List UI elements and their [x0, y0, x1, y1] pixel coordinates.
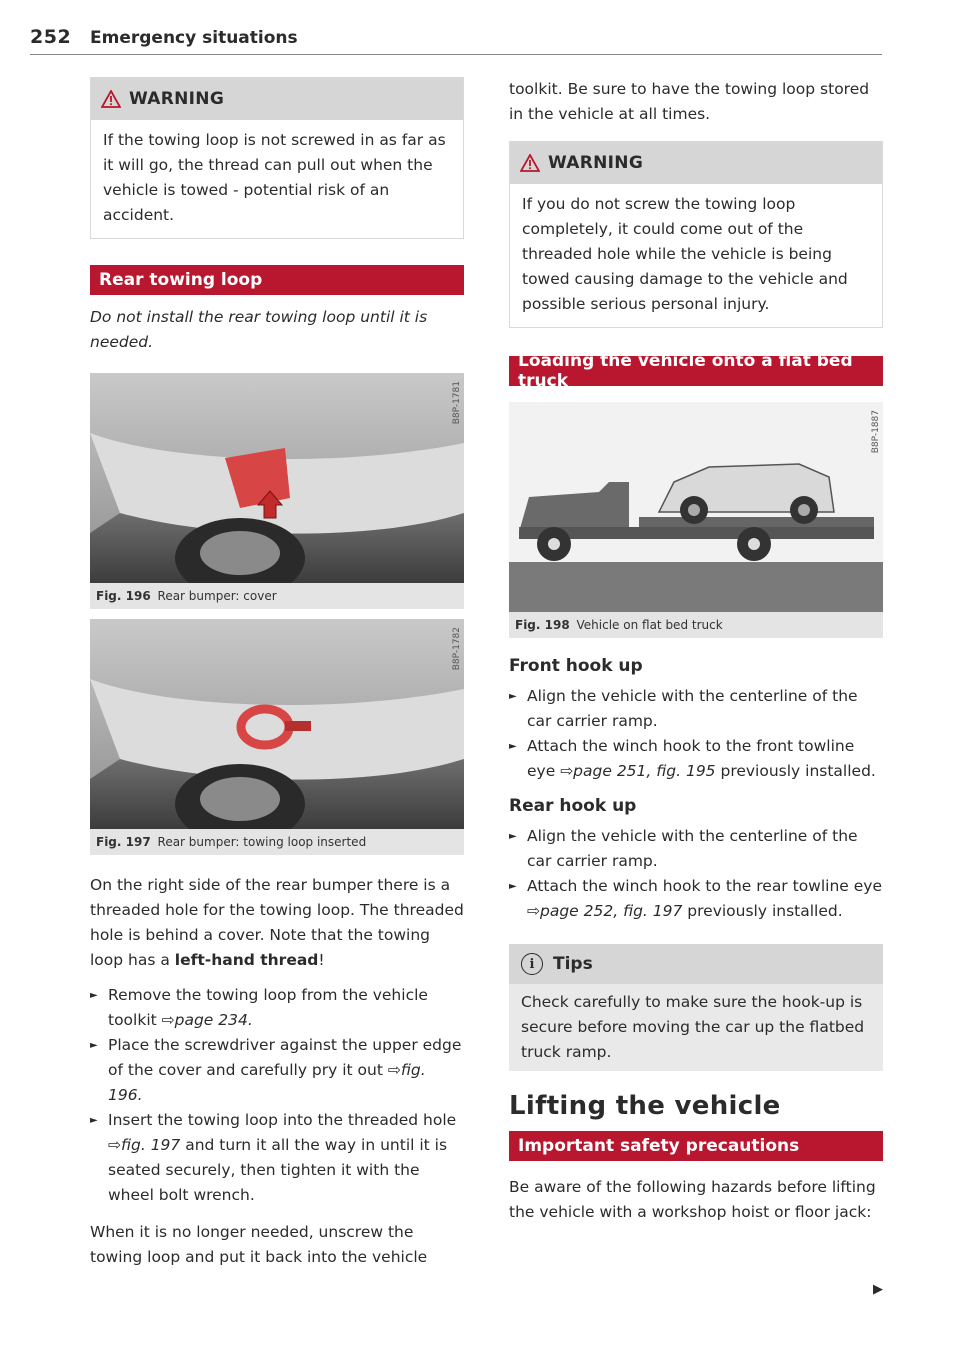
warning-text: If the towing loop is not screwed in as far as it will go, the thread can pull out when the vehicle is towed - potential risk of an accident. — [103, 131, 446, 224]
figure-number: Fig. 197 — [96, 835, 151, 849]
figure-number: Fig. 196 — [96, 589, 151, 603]
list-item: ► Align the vehicle with the centerline of the car carrier ramp. — [509, 684, 883, 734]
lifting-heading: Lifting the vehicle — [509, 1091, 781, 1121]
figure-caption-text: Rear bumper: cover — [157, 589, 277, 603]
front-hook-up-steps — [509, 684, 883, 784]
continued-paragraph: toolkit. Be sure to have the towing loop stored in the vehicle at all times. — [509, 80, 870, 123]
bumper-cover-illustration — [90, 373, 464, 583]
safety-precautions-heading: Important safety precautions — [509, 1131, 883, 1161]
warning-triangle-icon — [101, 90, 121, 108]
page-header — [30, 24, 882, 55]
figure-code: B8P-1887 — [871, 410, 881, 454]
list-item — [509, 874, 883, 924]
list-item — [90, 1108, 464, 1208]
warning-triangle-icon — [520, 154, 540, 172]
paragraph-text: On the right side of the rear bumper there is a threaded hole for the towing loop. The threaded hole is behind a cover. Note that the towing loop has a — [90, 876, 464, 969]
warning-label: WARNING — [548, 153, 644, 173]
left-column — [90, 77, 464, 1280]
figure-196 — [90, 373, 464, 609]
page-reference-link[interactable]: ⇨page 252, fig. 197 — [527, 902, 683, 920]
rear-towing-heading: Rear towing loop — [90, 265, 464, 295]
flatbed-truck-image — [509, 402, 883, 612]
page-reference-link[interactable]: ⇨page 251, fig. 195 — [560, 762, 716, 780]
page-number: 252 — [30, 26, 72, 48]
warning-box — [90, 77, 464, 239]
warning-header — [510, 142, 882, 184]
step-text: Insert the towing loop into the threaded hole — [108, 1111, 457, 1129]
info-icon: i — [521, 953, 543, 975]
step-text: Place the screwdriver against the upper edge of the cover and carefully pry it out — [108, 1036, 462, 1079]
list-item — [509, 734, 883, 784]
step-text: previously installed. — [682, 902, 843, 920]
list-item — [90, 1033, 464, 1108]
warning-label: WARNING — [129, 89, 225, 109]
left-hand-thread-emphasis: left-hand thread — [174, 951, 319, 969]
towing-loop-image — [90, 619, 464, 829]
figure-reference-link[interactable]: ⇨fig. 197 — [108, 1136, 181, 1154]
figure-197 — [90, 619, 464, 855]
step-text: and turn it all the way in until it is seated securely, then tighten it with the wheel bolt wrench. — [108, 1136, 448, 1204]
figure-code: B8P-1781 — [452, 381, 462, 425]
step-text: Attach the winch hook to the rear towline eye — [527, 877, 882, 895]
figure-number: Fig. 198 — [515, 618, 570, 632]
figure-caption — [509, 612, 883, 638]
step-text: previously installed. — [715, 762, 876, 780]
step-text: Attach the winch hook to the front towline eye — [527, 737, 855, 780]
warning-text: If you do not screw the towing loop completely, it could come out of the threaded hole while the vehicle is being towed causing damage to the vehicle and possible serious personal injury. — [522, 195, 848, 313]
list-item: ► Align the vehicle with the centerline of the car carrier ramp. — [509, 824, 883, 874]
figure-caption-text: Rear bumper: towing loop inserted — [157, 835, 367, 849]
tips-header — [509, 944, 883, 984]
right-column — [509, 77, 883, 1297]
flatbed-truck-illustration — [509, 402, 883, 612]
warning-header — [91, 78, 463, 120]
rear-towing-intro: Do not install the rear towing loop until it is needed. — [90, 308, 428, 351]
step-text: Remove the towing loop from the vehicle toolkit — [108, 986, 428, 1029]
figure-caption — [90, 829, 464, 855]
rear-hook-up-heading: Rear hook up — [509, 796, 637, 816]
page-reference-link[interactable]: ⇨page 234. — [161, 1011, 253, 1029]
towing-loop-illustration — [90, 619, 464, 829]
lifting-paragraph: Be aware of the following hazards before lifting the vehicle with a workshop hoist or floor jack: — [509, 1178, 876, 1221]
tips-text: Check carefully to make sure the hook-up is secure before moving the car up the flatbed truck ramp. — [521, 993, 865, 1061]
tips-box — [509, 944, 883, 1071]
section-title: Emergency situations — [90, 28, 298, 48]
figure-198 — [509, 402, 883, 638]
warning-box — [509, 141, 883, 328]
bumper-cover-image — [90, 373, 464, 583]
list-item — [90, 983, 464, 1033]
rear-hook-up-steps — [509, 824, 883, 924]
figure-caption-text: Vehicle on flat bed truck — [576, 618, 723, 632]
continue-arrow-icon: ▶ — [873, 1282, 883, 1297]
tips-label: Tips — [553, 954, 593, 974]
figure-caption — [90, 583, 464, 609]
threaded-hole-paragraph — [90, 873, 464, 973]
rear-towing-steps — [90, 983, 464, 1208]
closing-paragraph: When it is no longer needed, unscrew the towing loop and put it back into the vehicle — [90, 1223, 428, 1266]
flatbed-heading: Loading the vehicle onto a flat bed truck — [509, 356, 883, 386]
figure-reference-link[interactable]: ⇨fig. 196. — [108, 1061, 426, 1104]
figure-code: B8P-1782 — [452, 627, 462, 671]
paragraph-text: ! — [318, 951, 325, 969]
front-hook-up-heading: Front hook up — [509, 656, 643, 676]
